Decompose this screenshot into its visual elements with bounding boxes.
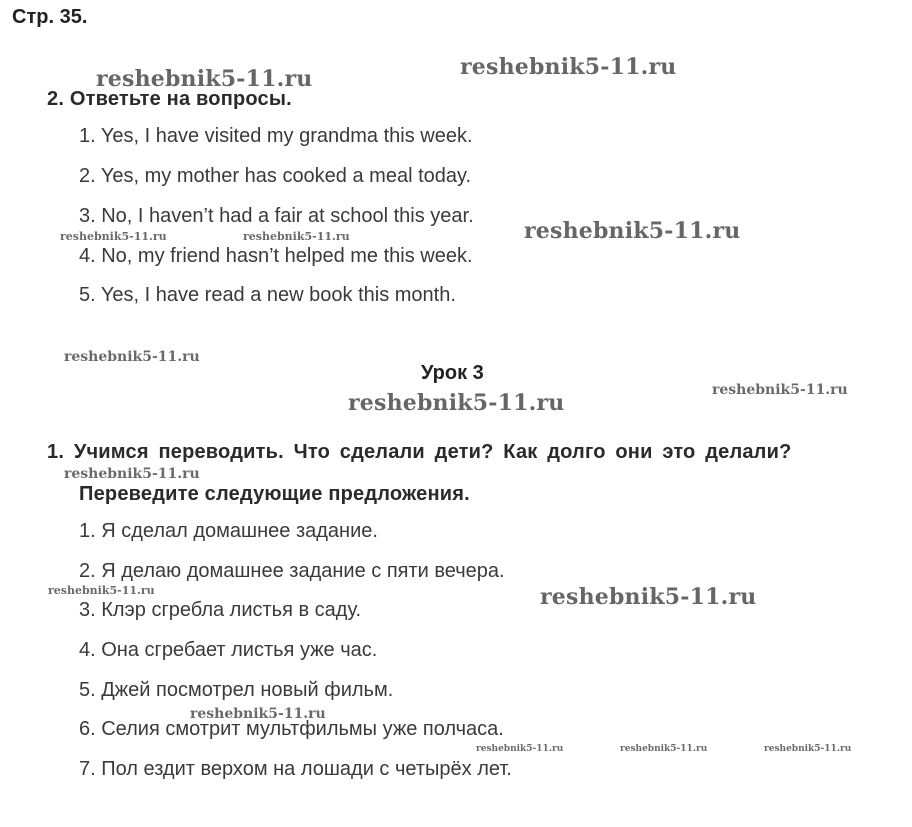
answer-line: 5. Yes, I have read a new book this month. (79, 284, 456, 306)
watermark: reshebnik5-11.ru (620, 744, 708, 754)
watermark: reshebnik5-11.ru (348, 390, 565, 416)
watermark: reshebnik5-11.ru (540, 584, 757, 610)
watermark: reshebnik5-11.ru (190, 706, 326, 722)
watermark: reshebnik5-11.ru (96, 66, 313, 92)
answer-line: 4. No, my friend hasn’t helped me this week. (79, 245, 473, 267)
page-label: Стр. 35. (12, 6, 88, 28)
watermark: reshebnik5-11.ru (460, 54, 677, 80)
answer-line: 3. Клэр сгребла листья в саду. (79, 599, 362, 621)
watermark: reshebnik5-11.ru (524, 218, 741, 244)
task-heading: 2. Ответьте на вопросы. (47, 88, 292, 110)
watermark: reshebnik5-11.ru (64, 466, 200, 482)
watermark: reshebnik5-11.ru (764, 744, 852, 754)
answer-line: 3. No, I haven’t had a fair at school this year. (79, 205, 474, 227)
watermark: reshebnik5-11.ru (48, 584, 155, 597)
answer-line: 4. Она сгребает листья уже час. (79, 639, 378, 661)
answer-line: 7. Пол ездит верхом на лошади с четырёх лет. (79, 758, 512, 780)
watermark: reshebnik5-11.ru (243, 230, 350, 243)
watermark: reshebnik5-11.ru (64, 349, 200, 365)
answer-line: 5. Джей посмотрел новый фильм. (79, 679, 394, 701)
answer-line: 1. Я сделал домашнее задание. (79, 520, 378, 542)
answer-line: 6. Селия смотрит мультфильмы уже полчаса. (79, 718, 504, 740)
task-subheading: Переведите следующие предложения. (79, 483, 470, 505)
lesson-title: Урок 3 (421, 362, 484, 384)
watermark: reshebnik5-11.ru (60, 230, 167, 243)
answer-line: 1. Yes, I have visited my grandma this week. (79, 125, 473, 147)
watermark: reshebnik5-11.ru (712, 382, 848, 398)
answer-line: 2. Я делаю домашнее задание с пяти вечера. (79, 560, 505, 582)
watermark: reshebnik5-11.ru (476, 744, 564, 754)
answer-line: 2. Yes, my mother has cooked a meal today. (79, 165, 472, 187)
task-heading: 1. Учимся переводить. Что сделали дети? Как долго они это делали? (47, 441, 792, 463)
